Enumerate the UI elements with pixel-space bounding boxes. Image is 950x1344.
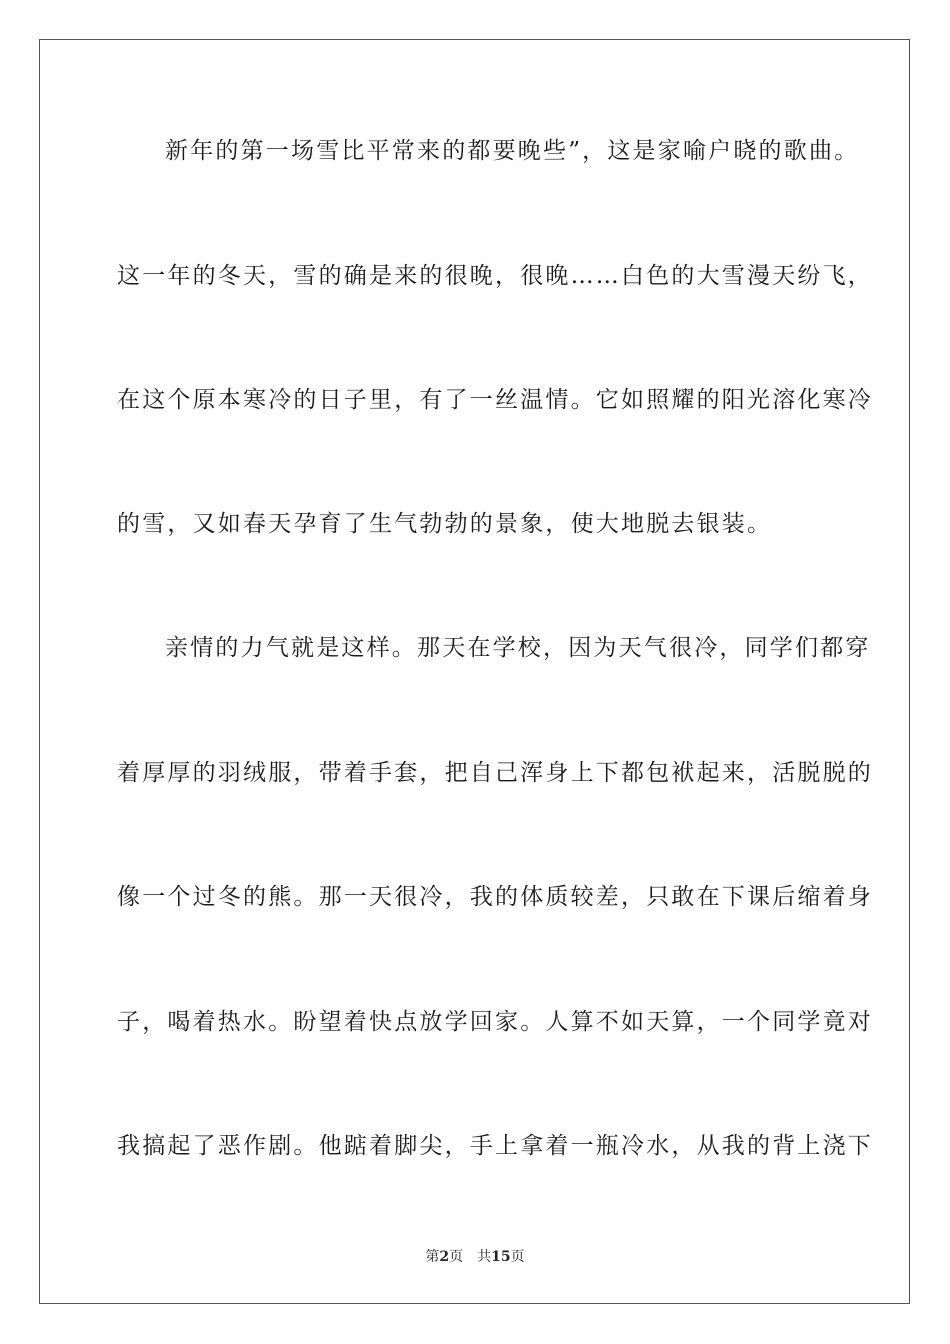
paragraph-line: 在这个原本寒冷的日子里，有了一丝温情。它如照耀的阳光溶化寒冷 xyxy=(117,387,873,413)
paragraph-line: 像一个过冬的熊。那一天很冷，我的体质较差，只敢在下课后缩着身 xyxy=(117,884,873,910)
paragraph-line: 子，喝着热水。盼望着快点放学回家。人算不如天算，一个同学竟对 xyxy=(117,1009,873,1035)
total-pages-label: 共15页 xyxy=(477,1249,525,1265)
page-border xyxy=(39,39,910,1304)
paragraph-line: 这一年的冬天，雪的确是来的很晚，很晚……白色的大雪漫天纷飞， xyxy=(117,263,873,289)
paragraph-line: 的雪，又如春天孕育了生气勃勃的景象，使大地脱去银装。 xyxy=(117,511,773,537)
paragraph-line: 着厚厚的羽绒服，带着手套，把自己浑身上下都包袱起来，活脱脱的 xyxy=(117,760,873,786)
page-number-label: 第2页 xyxy=(425,1249,464,1265)
paragraph-line: 亲情的力气就是这样。那天在学校，因为天气很冷，同学们都穿 xyxy=(165,635,871,661)
paragraph-line: 我搞起了恶作剧。他踮着脚尖，手上拿着一瓶冷水，从我的背上浇下 xyxy=(117,1133,873,1159)
paragraph-line: 新年的第一场雪比平常来的都要晚些”，这是家喻户晓的歌曲。 xyxy=(165,138,860,164)
page-footer xyxy=(0,1248,950,1266)
